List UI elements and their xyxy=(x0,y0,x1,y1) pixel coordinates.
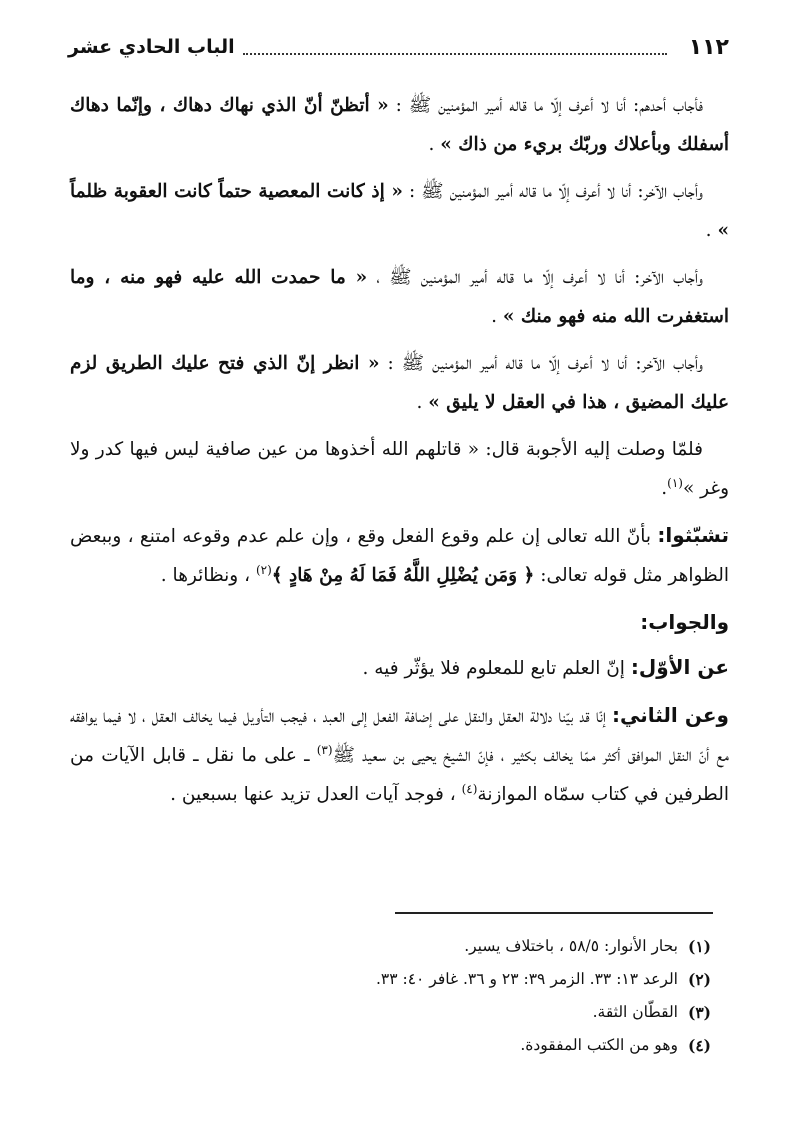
footnote-marker: (٤) xyxy=(461,781,478,796)
page-number: ١١٢ xyxy=(688,34,729,60)
punctuation: . xyxy=(661,478,668,499)
footnote-separator xyxy=(395,912,713,914)
quote-text: « إذ كانت المعصية حتماً كانت العقوبة ظلماً » xyxy=(70,181,729,241)
page-header xyxy=(68,30,729,64)
answer-heading: والجواب: xyxy=(640,610,729,634)
paragraph-answer-1 xyxy=(70,86,729,164)
footnote-text: القطّان الثقة. xyxy=(592,1003,678,1021)
paragraph-text: وأجاب الآخر: أنا لا أعرف إلّا ما قاله أمير المؤمنين ﷺ ، xyxy=(367,267,703,288)
footnote-item xyxy=(70,963,711,996)
footnotes xyxy=(70,930,711,1062)
paragraph-text: ، فوجد آيات العدل تزيد عنها بسبعين . xyxy=(170,784,462,805)
paragraph-text: فلمّا وصلت إليه الأجوبة قال: « قاتلهم الله أخذوها من عين صافية ليس فيها كدر ولا وغر » xyxy=(70,439,729,499)
paragraph-tashabbuth xyxy=(70,516,729,595)
paragraph-text: ـ على ما نقل ـ قابل الآيات من الطرفين في كتاب سمّاه الموازنة xyxy=(70,745,729,805)
header-dot-leader xyxy=(243,39,667,55)
paragraph-answer-4 xyxy=(70,344,729,422)
punctuation: . xyxy=(416,392,429,413)
quote-text: « ما حمدت الله عليه فهو منه ، وما استغفرت الله منه فهو منك » xyxy=(70,267,729,327)
paragraph-answer-first xyxy=(70,648,729,688)
paragraph-answer-2 xyxy=(70,172,729,250)
footnote-marker: (٣) xyxy=(316,742,333,757)
paragraph-text: إنّا قد بيّنا دلالة العقل والنقل على إضافة الفعل إلى العبد ، فيجب التأويل فيما يخالف العقل ، لا فيما يوافقه مع أنّ النقل الموافق أكثر ممّا يخالف بكثير ، فإنّ الشيخ يحيى بن سعيد ﷺ xyxy=(70,706,729,766)
quote-text: « أتظنّ أنّ الذي نهاك دهاك ، وإنّما دهاك أسفلك وبأعلاك وربّك بريء من ذاك » xyxy=(70,95,729,155)
footnote-text: وهو من الكتب المفقودة. xyxy=(520,1036,678,1054)
paragraph-text: فأجاب أحدهم: أنا لا أعرف إلّا ما قاله أمير المؤمنين ﷺ : xyxy=(388,95,703,116)
footnote-number: (١) xyxy=(687,937,711,956)
paragraph-text: ، ونظائرها . xyxy=(160,565,256,586)
footnote-number: (٣) xyxy=(687,1003,711,1022)
paragraph-text: وأجاب الآخر: أنا لا أعرف إلّا ما قاله أمير المؤمنين ﷺ : xyxy=(402,181,703,202)
paragraph-text: وأجاب الآخر: أنا لا أعرف إلّا ما قاله أمير المؤمنين ﷺ : xyxy=(379,353,703,374)
paragraph-text: إنّ العلم تابع للمعلوم فلا يؤثّر فيه . xyxy=(362,658,631,679)
footnote-marker: (٢) xyxy=(255,562,272,577)
punctuation: . xyxy=(428,134,441,155)
main-text xyxy=(70,86,729,822)
quote-text: « انظر إنّ الذي فتح عليك الطريق لزم عليك المضيق ، هذا في العقل لا يليق » xyxy=(70,353,729,413)
paragraph-answer-second xyxy=(70,696,729,814)
section-label: وعن الثاني: xyxy=(612,703,729,727)
footnote-text: الرعد ١٣: ٣٣. الزمر ٣٩: ٢٣ و ٣٦. غافر ٤٠: ٣٣. xyxy=(375,970,678,988)
footnote-item xyxy=(70,1029,711,1062)
paragraph-response xyxy=(70,430,729,508)
footnote-number: (٤) xyxy=(687,1036,711,1055)
paragraph-answer-3 xyxy=(70,258,729,336)
quran-verse: ﴿ وَمَن يُضْلِلِ اللَّهُ فَمَا لَهُ مِنْ هَادٍ ﴾ xyxy=(271,565,535,586)
section-label: عن الأوّل: xyxy=(630,655,729,679)
footnote-item xyxy=(70,930,711,963)
footnote-number: (٢) xyxy=(687,970,711,989)
punctuation: . xyxy=(705,220,718,241)
chapter-title: الباب الحادي عشر xyxy=(68,36,235,58)
section-label: تشبّثوا: xyxy=(657,523,729,547)
footnote-marker: (١) xyxy=(667,475,683,490)
footnote-text: بحار الأنوار: ٥٨/٥ ، باختلاف يسير. xyxy=(464,937,678,955)
footnote-item xyxy=(70,996,711,1029)
paragraph-text: بأنّ الله تعالى إن علم وقوع الفعل وقع ، وإن علم عدم وقوعه امتنع ، وببعض الظواهر مثل قوله تعالى: xyxy=(70,526,729,586)
punctuation: . xyxy=(491,306,503,327)
